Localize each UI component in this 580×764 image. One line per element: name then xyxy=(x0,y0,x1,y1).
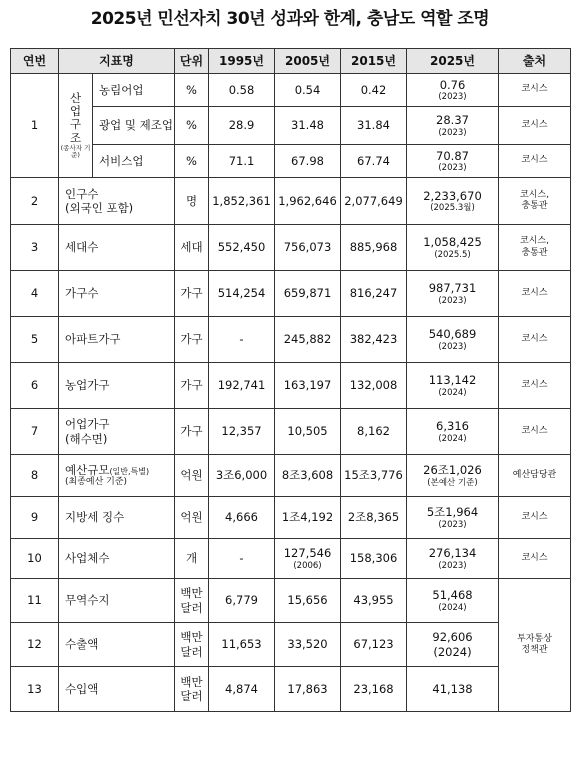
unit: 억원 xyxy=(175,455,209,497)
indicator-name: 지방세 징수 xyxy=(59,497,175,539)
indicator-name: 광업 및 제조업 xyxy=(93,107,175,145)
source: 코시스 xyxy=(499,145,571,178)
source: 코시스 xyxy=(499,363,571,409)
value-2025: 28.37 (2023) xyxy=(407,107,499,145)
value-2015: 158,306 xyxy=(341,539,407,579)
value-2015: 132,008 xyxy=(341,363,407,409)
group-label: 산 업 구 조 (종사자 기준) xyxy=(59,74,93,178)
group-note: (종사자 기준) xyxy=(60,143,91,159)
value-1995: 6,779 xyxy=(209,579,275,623)
value-1995: 4,666 xyxy=(209,497,275,539)
source: 코시스, 충통관 xyxy=(499,178,571,225)
value-2025: 5조1,964 (2023) xyxy=(407,497,499,539)
source: 코시스 xyxy=(499,271,571,317)
value-2005: 163,197 xyxy=(275,363,341,409)
value-2005: 1조4,192 xyxy=(275,497,341,539)
value-1995: - xyxy=(209,539,275,579)
value-2015: 8,162 xyxy=(341,409,407,455)
row-no: 3 xyxy=(11,225,59,271)
value-2025: 41,138 xyxy=(407,667,499,712)
table-row xyxy=(11,271,571,317)
value-2025: 0.76 (2023) xyxy=(407,74,499,107)
value-2015: 2조8,365 xyxy=(341,497,407,539)
row-no: 13 xyxy=(11,667,59,712)
indicator-name: 서비스업 xyxy=(93,145,175,178)
indicator-name: 무역수지 xyxy=(59,579,175,623)
source: 코시스 xyxy=(499,409,571,455)
source: 투자통상 정책관 xyxy=(499,579,571,712)
unit: 가구 xyxy=(175,271,209,317)
row-no: 4 xyxy=(11,271,59,317)
value-2025: 26조1,026 (본예산 기준) xyxy=(407,455,499,497)
value-2025: 6,316 (2024) xyxy=(407,409,499,455)
value-1995: 514,254 xyxy=(209,271,275,317)
indicator-name: 수출액 xyxy=(59,623,175,667)
row-no: 11 xyxy=(11,579,59,623)
header-no: 연번 xyxy=(11,49,59,74)
value-1995: 0.58 xyxy=(209,74,275,107)
value-2025: 540,689 (2023) xyxy=(407,317,499,363)
source: 예산담당관 xyxy=(499,455,571,497)
indicator-name: 사업체수 xyxy=(59,539,175,579)
indicator-name: 수입액 xyxy=(59,667,175,712)
unit: 백만 달러 xyxy=(175,579,209,623)
indicator-table xyxy=(10,48,571,712)
table-row xyxy=(11,497,571,539)
value-1995: 192,741 xyxy=(209,363,275,409)
indicator-name: 아파트가구 xyxy=(59,317,175,363)
indicator-name: 세대수 xyxy=(59,225,175,271)
value-2005: 15,656 xyxy=(275,579,341,623)
value-1995: 11,653 xyxy=(209,623,275,667)
value-2025: 113,142 (2024) xyxy=(407,363,499,409)
table-row xyxy=(11,107,571,145)
value-2005: 33,520 xyxy=(275,623,341,667)
value-2005: 17,863 xyxy=(275,667,341,712)
value-2015: 43,955 xyxy=(341,579,407,623)
table-row xyxy=(11,363,571,409)
header-2015: 2015년 xyxy=(341,49,407,74)
value-1995: 552,450 xyxy=(209,225,275,271)
value-1995: 3조6,000 xyxy=(209,455,275,497)
value-1995: 4,874 xyxy=(209,667,275,712)
table-row xyxy=(11,225,571,271)
unit: 가구 xyxy=(175,317,209,363)
source: 코시스 xyxy=(499,539,571,579)
value-2025: 1,058,425 (2025.5) xyxy=(407,225,499,271)
header-unit: 단위 xyxy=(175,49,209,74)
header-indicator: 지표명 xyxy=(59,49,175,74)
indicator-name: 농업가구 xyxy=(59,363,175,409)
unit: 백만 달러 xyxy=(175,667,209,712)
page-title: 2025년 민선자치 30년 성과와 한계, 충남도 역할 조명 xyxy=(90,9,490,29)
table-row xyxy=(11,579,571,623)
unit: 개 xyxy=(175,539,209,579)
unit: 세대 xyxy=(175,225,209,271)
table-row xyxy=(11,145,571,178)
row-no: 1 xyxy=(11,74,59,178)
source: 코시스, 충통관 xyxy=(499,225,571,271)
value-2015: 67,123 xyxy=(341,623,407,667)
header-2005: 2005년 xyxy=(275,49,341,74)
value-2005: 0.54 xyxy=(275,74,341,107)
value-2025: 276,134 (2023) xyxy=(407,539,499,579)
header-2025: 2025년 xyxy=(407,49,499,74)
value-2005: 659,871 xyxy=(275,271,341,317)
row-no: 9 xyxy=(11,497,59,539)
unit: % xyxy=(175,107,209,145)
value-1995: 28.9 xyxy=(209,107,275,145)
value-2005: 31.48 xyxy=(275,107,341,145)
table-row xyxy=(11,409,571,455)
unit: 가구 xyxy=(175,409,209,455)
table-row xyxy=(11,623,571,667)
value-2025: 92,606 (2024) xyxy=(407,623,499,667)
table-row xyxy=(11,178,571,225)
value-2025: 70.87 (2023) xyxy=(407,145,499,178)
source: 코시스 xyxy=(499,317,571,363)
header-1995: 1995년 xyxy=(209,49,275,74)
row-no: 8 xyxy=(11,455,59,497)
unit: 명 xyxy=(175,178,209,225)
unit: 백만 달러 xyxy=(175,623,209,667)
value-2005: 8조3,608 xyxy=(275,455,341,497)
unit: % xyxy=(175,145,209,178)
table-row xyxy=(11,317,571,363)
value-2025: 987,731 (2023) xyxy=(407,271,499,317)
value-2015: 31.84 xyxy=(341,107,407,145)
source: 코시스 xyxy=(499,107,571,145)
value-2005: 127,546 (2006) xyxy=(275,539,341,579)
value-1995: 71.1 xyxy=(209,145,275,178)
source: 코시스 xyxy=(499,74,571,107)
value-2015: 15조3,776 xyxy=(341,455,407,497)
table-row xyxy=(11,455,571,497)
value-2005: 245,882 xyxy=(275,317,341,363)
row-no: 7 xyxy=(11,409,59,455)
value-2005: 67.98 xyxy=(275,145,341,178)
header-row xyxy=(11,49,571,74)
table-row xyxy=(11,667,571,712)
value-2005: 756,073 xyxy=(275,225,341,271)
row-no: 2 xyxy=(11,178,59,225)
header-source: 출처 xyxy=(499,49,571,74)
indicator-name: 예산규모(일반,특별) (최종예산 기준) xyxy=(59,455,175,497)
value-2005: 1,962,646 xyxy=(275,178,341,225)
unit: 가구 xyxy=(175,363,209,409)
value-1995: 1,852,361 xyxy=(209,178,275,225)
value-2015: 0.42 xyxy=(341,74,407,107)
value-2015: 2,077,649 xyxy=(341,178,407,225)
unit: % xyxy=(175,74,209,107)
unit: 억원 xyxy=(175,497,209,539)
value-2005: 10,505 xyxy=(275,409,341,455)
indicator-name: 인구수 (외국인 포함) xyxy=(59,178,175,225)
table-row xyxy=(11,539,571,579)
row-no: 5 xyxy=(11,317,59,363)
value-2015: 67.74 xyxy=(341,145,407,178)
row-no: 6 xyxy=(11,363,59,409)
indicator-name: 농림어업 xyxy=(93,74,175,107)
value-1995: 12,357 xyxy=(209,409,275,455)
value-2025: 2,233,670 (2025.3월) xyxy=(407,178,499,225)
value-2015: 816,247 xyxy=(341,271,407,317)
value-2025: 51,468 (2024) xyxy=(407,579,499,623)
value-2015: 382,423 xyxy=(341,317,407,363)
row-no: 10 xyxy=(11,539,59,579)
value-2015: 23,168 xyxy=(341,667,407,712)
indicator-name: 어업가구 (해수면) xyxy=(59,409,175,455)
value-1995: - xyxy=(209,317,275,363)
indicator-name: 가구수 xyxy=(59,271,175,317)
source: 코시스 xyxy=(499,497,571,539)
value-2015: 885,968 xyxy=(341,225,407,271)
table-row xyxy=(11,74,571,107)
row-no: 12 xyxy=(11,623,59,667)
